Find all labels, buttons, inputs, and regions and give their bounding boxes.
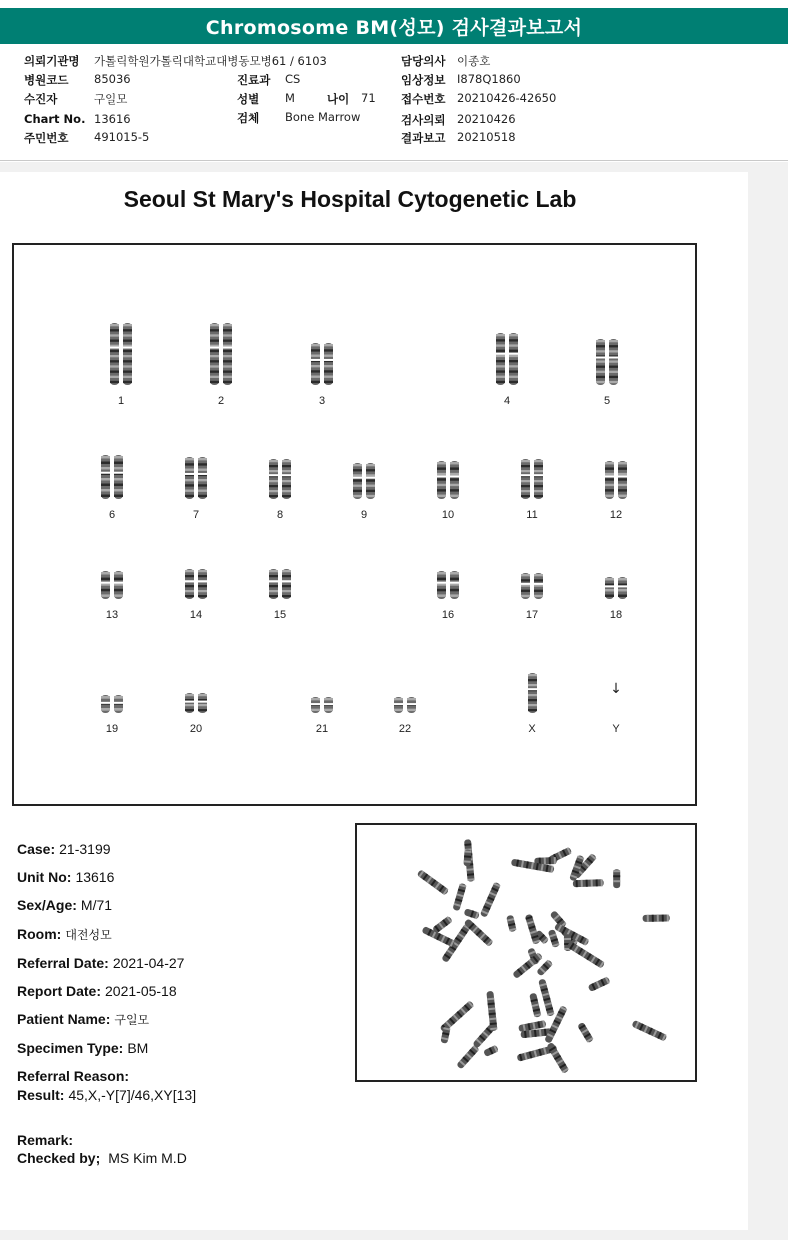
- sexage-line: [17, 897, 112, 913]
- patient-info-panel: [0, 44, 788, 160]
- clinical-value: I878Q1860: [457, 72, 521, 86]
- chromosome-label-19: 19: [105, 723, 119, 735]
- referral-date-value: 2021-04-27: [112, 955, 185, 971]
- unit-line: [17, 869, 114, 885]
- chromosome-label-10: 10: [441, 509, 455, 521]
- chromosome-pair-X: [526, 671, 539, 715]
- report-date-value: 2021-05-18: [105, 983, 177, 999]
- id-label: 주민번호: [24, 131, 69, 145]
- chromosome-label-15: 15: [273, 609, 287, 621]
- divider: [0, 160, 788, 161]
- chromosome-label-4: 4: [503, 395, 511, 407]
- hospital-code-label: 병원코드: [24, 73, 69, 87]
- chromosome-label-6: 6: [108, 509, 116, 521]
- sexage-label: Sex/Age:: [17, 897, 77, 913]
- chromosome-pair-13: [99, 569, 125, 601]
- result-label: Result:: [17, 1087, 65, 1103]
- chromosome-pair-2: [208, 321, 234, 387]
- report-date-line: [17, 983, 177, 999]
- referral-reason-line: [17, 1068, 129, 1084]
- checked-value: MS Kim M.D: [108, 1150, 187, 1166]
- chromosome-pair-21: [309, 695, 335, 715]
- room-line: [17, 926, 112, 943]
- report-title: Chromosome BM(성모) 검사결과보고서: [205, 16, 583, 39]
- chromosome-label-7: 7: [192, 509, 200, 521]
- y-absent-marker: ↓: [610, 681, 622, 697]
- chromosome-label-16: 16: [441, 609, 455, 621]
- referral-date-line: [17, 955, 184, 971]
- sex-value: M: [285, 91, 295, 105]
- chromosome-label-21: 21: [315, 723, 329, 735]
- report-title-bar: [0, 8, 788, 44]
- chromosome-pair-4: [494, 331, 520, 387]
- patient-name-line: [17, 1011, 149, 1028]
- specimen-type-label: Specimen Type:: [17, 1040, 124, 1056]
- dept-value: CS: [285, 72, 301, 86]
- chromosome-pair-8: [267, 457, 293, 501]
- patient-value: 구일모: [94, 92, 128, 106]
- chromosome-pair-18: [603, 575, 629, 601]
- chromosome-pair-17: [519, 571, 545, 601]
- checked-line: [17, 1150, 187, 1166]
- remark-line: [17, 1132, 73, 1148]
- chromosome-pair-12: [603, 459, 629, 501]
- room-value: 대전성모: [65, 928, 112, 942]
- chromosome-label-8: 8: [276, 509, 284, 521]
- chromosome-pair-5: [594, 337, 620, 387]
- chromosome-label-5: 5: [603, 395, 611, 407]
- report-date-header-label: 결과보고: [401, 131, 446, 145]
- chromosome-label-3: 3: [318, 395, 326, 407]
- chromosome-label-Y: Y: [612, 723, 620, 735]
- receipt-value: 20210426-42650: [457, 91, 557, 105]
- doctor-value: 이종호: [457, 54, 491, 68]
- age-value: 71: [361, 91, 376, 105]
- karyotype-image: [12, 243, 697, 806]
- chromosome-label-X: X: [528, 723, 536, 735]
- chromosome-label-13: 13: [105, 609, 119, 621]
- chromosome-pair-15: [267, 567, 293, 601]
- chromosome-pair-1: [108, 321, 134, 387]
- chromosome-label-14: 14: [189, 609, 203, 621]
- institution-value: 가톨릭학원가톨릭대학교대병동모병61 / 6103: [94, 54, 327, 68]
- result-line: [17, 1087, 196, 1103]
- sex-label: 성별: [237, 92, 260, 106]
- chromosome-pair-14: [183, 567, 209, 601]
- case-value: 21-3199: [59, 841, 111, 857]
- chromosome-pair-3: [309, 341, 335, 387]
- referral-date-label: Referral Date:: [17, 955, 109, 971]
- unit-label: Unit No:: [17, 869, 72, 885]
- chromosome-pair-11: [519, 457, 545, 501]
- chromosome-pair-10: [435, 459, 461, 501]
- chromosome-label-1: 1: [117, 395, 125, 407]
- chromosome-pair-6: [99, 453, 125, 501]
- request-label: 검사의뢰: [401, 113, 446, 127]
- dept-label: 진료과: [237, 73, 271, 87]
- chromosome-pair-19: [99, 693, 125, 715]
- chromosome-label-2: 2: [217, 395, 225, 407]
- case-line: [17, 841, 111, 857]
- id-value: 491015-5: [94, 130, 150, 144]
- chromosome-label-17: 17: [525, 609, 539, 621]
- lab-title: Seoul St Mary's Hospital Cytogenetic Lab: [123, 186, 577, 212]
- unit-value: 13616: [75, 869, 115, 885]
- case-label: Case:: [17, 841, 56, 857]
- patient-label: 수진자: [24, 92, 58, 106]
- report-date-label: Report Date:: [17, 983, 102, 999]
- age-label: 나이: [327, 92, 350, 106]
- chromosome-label-18: 18: [609, 609, 623, 621]
- result-value: 45,X,-Y[7]/46,XY[13]: [68, 1087, 197, 1103]
- chromosome-label-20: 20: [189, 723, 203, 735]
- doctor-label: 담당의사: [401, 54, 446, 68]
- specimen-type-value: BM: [127, 1040, 149, 1056]
- chromosome-pair-20: [183, 691, 209, 715]
- metaphase-image: [355, 823, 697, 1082]
- chromosome-label-22: 22: [398, 723, 412, 735]
- report-date-header-value: 20210518: [457, 130, 516, 144]
- specimen-value: Bone Marrow: [285, 110, 361, 124]
- sexage-value: M/71: [80, 897, 113, 913]
- chromosome-pair-22: [392, 695, 418, 715]
- chart-no-label: Chart No.: [24, 112, 86, 126]
- patient-name-label: Patient Name:: [17, 1011, 111, 1027]
- referral-reason-label: Referral Reason:: [17, 1068, 130, 1084]
- chromosome-label-12: 12: [609, 509, 623, 521]
- specimen-type-line: [17, 1040, 148, 1056]
- chromosome-pair-7: [183, 455, 209, 501]
- hospital-code-value: 85036: [94, 72, 131, 86]
- chart-no-value: 13616: [94, 112, 131, 126]
- chromosome-pair-9: [351, 461, 377, 501]
- room-label: Room:: [17, 926, 62, 942]
- request-value: 20210426: [457, 112, 516, 126]
- institution-label: 의뢰기관명: [24, 54, 80, 68]
- chromosome-pair-16: [435, 569, 461, 601]
- specimen-label: 검체: [237, 111, 260, 125]
- remark-label: Remark:: [17, 1132, 74, 1148]
- chromosome-label-11: 11: [526, 509, 538, 521]
- receipt-label: 접수번호: [401, 92, 446, 106]
- patient-name-value: 구일모: [114, 1013, 150, 1027]
- checked-label: Checked by;: [17, 1150, 101, 1166]
- chromosome-label-9: 9: [360, 509, 368, 521]
- metaphase-spread: [357, 825, 695, 1080]
- clinical-label: 임상정보: [401, 73, 446, 87]
